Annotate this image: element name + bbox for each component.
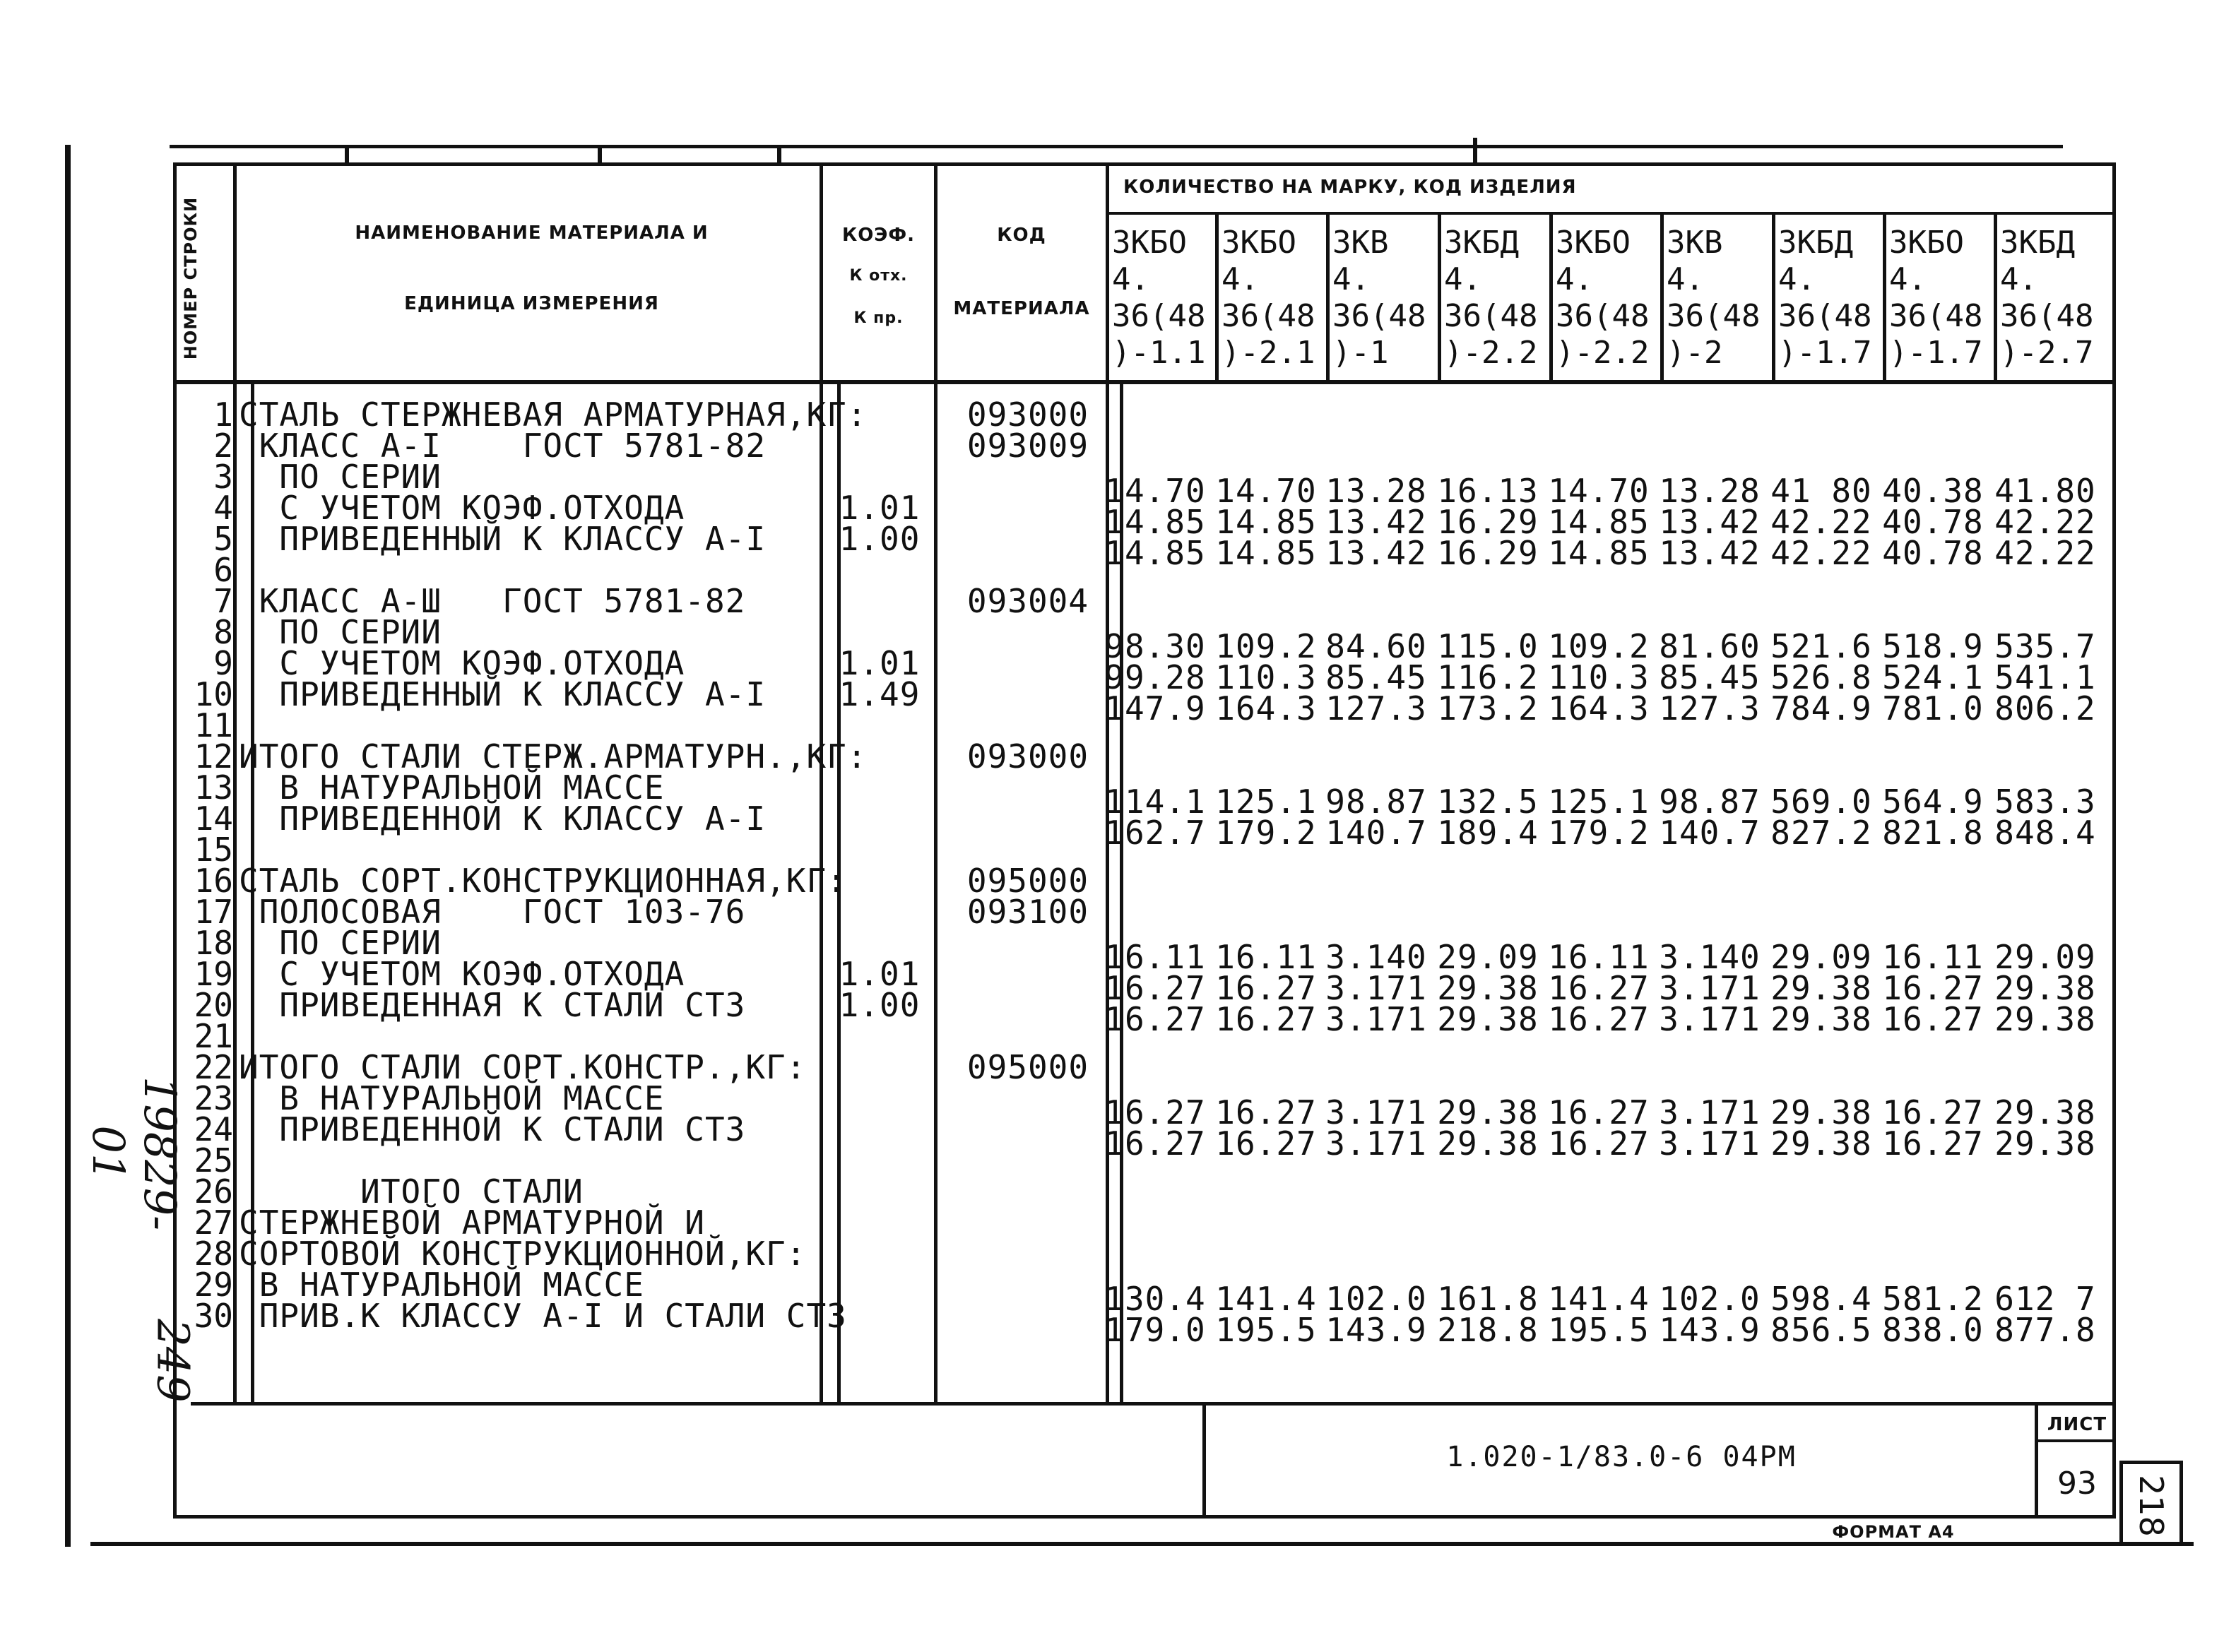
- product-col-rule: [1326, 213, 1330, 383]
- quantity-value: 29.38: [1770, 969, 1872, 1007]
- product-header-line: 36(48: [1556, 298, 1650, 334]
- material-name: СОРТОВОЙ КОНСТРУКЦИОННОЙ,КГ:: [239, 1235, 807, 1273]
- quantity-value: 14.85: [1548, 503, 1650, 541]
- product-header-line: 4.: [2000, 261, 2037, 297]
- quantity-value: 109.2: [1215, 627, 1317, 665]
- product-header-line: 3КБО: [1112, 225, 1187, 261]
- quantity-value: 41.80: [1994, 472, 2096, 510]
- quantity-value: 16.27: [1882, 1093, 1984, 1131]
- product-header-line: 4.: [1889, 261, 1927, 297]
- row-number: 11: [194, 706, 233, 744]
- quantity-value: 84.60: [1325, 627, 1427, 665]
- material-name: С УЧЕТОМ КОЭФ.ОТХОДА: [239, 955, 685, 993]
- quantity-value: 85.45: [1659, 658, 1761, 696]
- quantity-value: 827.2: [1770, 814, 1872, 852]
- quantity-value: 821.8: [1882, 814, 1984, 852]
- quantity-value: 14.85: [1104, 503, 1206, 541]
- coef-header-line2: К отх.: [849, 267, 908, 285]
- product-header-line: 3КВ: [1332, 225, 1389, 261]
- material-name: СТАЛЬ СТЕРЖНЕВАЯ АРМАТУРНАЯ,КГ:: [239, 396, 868, 434]
- quantity-value: 98.30: [1104, 627, 1206, 665]
- quantity-value: 13.28: [1659, 472, 1761, 510]
- header-rule: [173, 380, 2116, 384]
- sheet-label: ЛИСТ: [2047, 1414, 2107, 1435]
- quantity-value: 29.38: [1437, 1093, 1539, 1131]
- quantity-value: 3.171: [1659, 1124, 1761, 1163]
- material-name: В НАТУРАЛЬНОЙ МАССЕ: [239, 768, 665, 807]
- material-code: 093000: [966, 396, 1089, 434]
- quantity-value: 781.0: [1882, 689, 1984, 727]
- row-number: 26: [194, 1172, 233, 1211]
- material-code: 095000: [966, 1048, 1089, 1086]
- quantity-value: 42.22: [1994, 503, 2096, 541]
- material-name: В НАТУРАЛЬНОЙ МАССЕ: [239, 1079, 665, 1117]
- quantity-value: 16.27: [1882, 1124, 1984, 1163]
- quantity-value: 13.42: [1325, 503, 1427, 541]
- product-header-line: 4.: [1444, 261, 1481, 297]
- quantity-value: 14.85: [1548, 534, 1650, 572]
- coef-header-line1: КОЭФ.: [841, 225, 916, 246]
- quantity-value: 598.4: [1770, 1280, 1872, 1318]
- material-name: ПРИВ.К КЛАССУ А-I И СТАЛИ СТЗ: [239, 1297, 847, 1335]
- quantity-value: 110.3: [1548, 658, 1650, 696]
- quantity-value: 140.7: [1325, 814, 1427, 852]
- quantity-value: 14.70: [1215, 472, 1317, 510]
- quantity-value: 29.38: [1770, 1000, 1872, 1038]
- code-header-line1: КОД: [997, 225, 1046, 246]
- product-col-rule: [1215, 213, 1219, 383]
- row-number: 23: [194, 1079, 233, 1117]
- quantity-value: 143.9: [1659, 1311, 1761, 1349]
- quantity-value: 29.38: [1770, 1124, 1872, 1163]
- row-number: 1: [213, 396, 233, 434]
- coefficient: 1.49: [839, 675, 921, 713]
- name-header-line2: ЕДИНИЦА ИЗМЕРЕНИЯ: [404, 293, 659, 314]
- quantity-value: 13.28: [1325, 472, 1427, 510]
- quantity-value: 784.9: [1770, 689, 1872, 727]
- quantity-value: 109.2: [1548, 627, 1650, 665]
- quantity-value: 583.3: [1994, 783, 2096, 821]
- quantity-value: 125.1: [1215, 783, 1317, 821]
- quantity-value: 16.27: [1104, 1124, 1206, 1163]
- quantity-value: 848.4: [1994, 814, 2096, 852]
- quantity-value: 14.70: [1548, 472, 1650, 510]
- document-code: 1.020-1/83.0-6 04РМ: [1446, 1441, 1797, 1473]
- material-name: С УЧЕТОМ КОЭФ.ОТХОДА: [239, 489, 685, 527]
- quantity-value: 127.3: [1325, 689, 1427, 727]
- bottom-margin-line: [90, 1542, 2194, 1546]
- product-header-line: 36(48: [1332, 298, 1426, 334]
- row-number: 21: [194, 1017, 233, 1055]
- row-number: 24: [194, 1110, 233, 1148]
- quantity-value: 141.4: [1548, 1280, 1650, 1318]
- quantity-value: 16.11: [1548, 938, 1650, 976]
- product-header-line: 4.: [1112, 261, 1149, 297]
- product-col-rule: [1994, 213, 1997, 383]
- quantity-value: 29.38: [1770, 1093, 1872, 1131]
- quantity-value: 3.171: [1325, 1000, 1427, 1038]
- product-header-line: )-2.2: [1556, 335, 1650, 371]
- product-header-line: 4.: [1778, 261, 1816, 297]
- product-header-line: )-2.2: [1444, 335, 1538, 371]
- quantity-value: 85.45: [1325, 658, 1427, 696]
- product-header-line: 4.: [1332, 261, 1370, 297]
- product-col-rule: [1549, 213, 1553, 383]
- row-number: 2: [213, 427, 233, 465]
- quantity-value: 16.27: [1548, 1124, 1650, 1163]
- quantity-value: 41 80: [1770, 472, 1872, 510]
- quantity-value: 147.9: [1104, 689, 1206, 727]
- quantity-value: 195.5: [1548, 1311, 1650, 1349]
- quantity-value: 541.1: [1994, 658, 2096, 696]
- quantity-value: 16.27: [1215, 1124, 1317, 1163]
- col-rule: [820, 162, 823, 1404]
- quantity-value: 29.38: [1437, 1124, 1539, 1163]
- row-number: 20: [194, 986, 233, 1024]
- material-code: 093004: [966, 582, 1089, 620]
- quantity-value: 16.27: [1104, 969, 1206, 1007]
- quantity-value: 16.27: [1548, 1000, 1650, 1038]
- sheet-cell-rule: [2037, 1439, 2116, 1442]
- product-header-line: 3КБО: [1221, 225, 1296, 261]
- quantity-value: 173.2: [1437, 689, 1539, 727]
- product-col-rule: [1438, 213, 1441, 383]
- product-header-line: 4.: [1221, 261, 1259, 297]
- sheet-number: 93: [2057, 1466, 2097, 1502]
- material-code: 093100: [966, 893, 1089, 931]
- product-header-line: 36(48: [1667, 298, 1761, 334]
- product-header-line: 3КВ: [1667, 225, 1723, 261]
- quantity-value: 29.38: [1437, 969, 1539, 1007]
- material-name: ПРИВЕДЕННАЯ К СТАЛИ СТЗ: [239, 986, 746, 1024]
- product-header-line: 3КБД: [1444, 225, 1519, 261]
- col-rule: [233, 162, 237, 1404]
- quantity-value: 29.38: [1994, 1124, 2096, 1163]
- material-name: ПРИВЕДЕННЫЙ К КЛАССУ А-I: [239, 520, 767, 558]
- product-header-line: 36(48: [1444, 298, 1538, 334]
- quantity-value: 132.5: [1437, 783, 1539, 821]
- product-header-line: 3КБО: [1889, 225, 1964, 261]
- quantity-value: 29.38: [1994, 969, 2096, 1007]
- material-code: 095000: [966, 862, 1089, 900]
- quantity-value: 16.29: [1437, 534, 1539, 572]
- quantity-value: 164.3: [1215, 689, 1317, 727]
- material-name: ПО СЕРИИ: [239, 613, 442, 651]
- quantity-value: 29.38: [1437, 1000, 1539, 1038]
- quantity-value: 179.2: [1215, 814, 1317, 852]
- quantity-value: 16.27: [1548, 1093, 1650, 1131]
- quantity-value: 29.38: [1994, 1093, 2096, 1131]
- quantity-value: 125.1: [1548, 783, 1650, 821]
- quantity-value: 3.171: [1325, 969, 1427, 1007]
- quantity-value: 29.09: [1437, 938, 1539, 976]
- quantity-value: 3.171: [1325, 1093, 1427, 1131]
- quantity-value: 524.1: [1882, 658, 1984, 696]
- material-name: КЛАСС А-I ГОСТ 5781-82: [239, 427, 767, 465]
- quantity-value: 535.7: [1994, 627, 2096, 665]
- row-number: 6: [213, 551, 233, 589]
- quantity-value: 116.2: [1437, 658, 1539, 696]
- product-header-line: 4.: [1667, 261, 1704, 297]
- product-header-line: )-2.7: [2000, 335, 2094, 371]
- quantity-value: 29.09: [1994, 938, 2096, 976]
- product-header-line: 3КБО: [1556, 225, 1631, 261]
- row-number-header: НОМЕР СТРОКИ: [181, 196, 201, 360]
- product-header-line: 36(48: [2000, 298, 2094, 334]
- material-name: ПОЛОСОВАЯ ГОСТ 103-76: [239, 893, 746, 931]
- quantity-value: 526.8: [1770, 658, 1872, 696]
- left-margin-line: [65, 145, 71, 1547]
- row-number: 28: [194, 1235, 233, 1273]
- quantity-value: 3.140: [1659, 938, 1761, 976]
- row-number: 9: [213, 644, 233, 682]
- quantity-value: 16.11: [1882, 938, 1984, 976]
- quantity-value: 16.27: [1215, 1000, 1317, 1038]
- quantity-value: 13.42: [1325, 534, 1427, 572]
- material-name: С УЧЕТОМ КОЭФ.ОТХОДА: [239, 644, 685, 682]
- quantity-value: 29.09: [1770, 938, 1872, 976]
- quantity-value: 161.8: [1437, 1280, 1539, 1318]
- quantity-value: 16.11: [1104, 938, 1206, 976]
- row-number: 25: [194, 1141, 233, 1179]
- quantity-value: 110.3: [1215, 658, 1317, 696]
- row-number: 15: [194, 831, 233, 869]
- row-number: 7: [213, 582, 233, 620]
- product-header-line: )-2: [1667, 335, 1723, 371]
- row-number: 17: [194, 893, 233, 931]
- side-number: 218: [2132, 1475, 2170, 1537]
- quantity-value: 16.11: [1215, 938, 1317, 976]
- quantity-value: 162.7: [1104, 814, 1206, 852]
- inventory-stamp: 19829-01: [83, 1076, 186, 1231]
- quantity-value: 16.29: [1437, 503, 1539, 541]
- product-header-line: 36(48: [1221, 298, 1315, 334]
- row-number: 18: [194, 924, 233, 962]
- format-label: ФОРМАТ А4: [1832, 1522, 1955, 1542]
- quantity-value: 81.60: [1659, 627, 1761, 665]
- row-number: 13: [194, 768, 233, 807]
- product-header-line: 3КБД: [1778, 225, 1853, 261]
- quantity-value: 218.8: [1437, 1311, 1539, 1349]
- product-header-line: )-2.1: [1221, 335, 1315, 371]
- quantity-value: 115.0: [1437, 627, 1539, 665]
- quantity-value: 98.87: [1325, 783, 1427, 821]
- quantity-value: 130.4: [1104, 1280, 1206, 1318]
- product-header-line: )-1.1: [1112, 335, 1206, 371]
- quantity-value: 102.0: [1659, 1280, 1761, 1318]
- quantity-value: 42.22: [1770, 534, 1872, 572]
- material-name: ИТОГО СТАЛИ: [239, 1172, 584, 1211]
- row-number: 16: [194, 862, 233, 900]
- quantity-value: 114.1: [1104, 783, 1206, 821]
- page-stamp: 249: [147, 1319, 199, 1403]
- quantity-value: 127.3: [1659, 689, 1761, 727]
- quantity-value: 13.42: [1659, 534, 1761, 572]
- row-number: 3: [213, 458, 233, 496]
- material-name: ИТОГО СТАЛИ СТЕРЖ.АРМАТУРН.,КГ:: [239, 737, 868, 776]
- name-header-line1: НАИМЕНОВАНИЕ МАТЕРИАЛА И: [355, 222, 709, 244]
- row-number: 5: [213, 520, 233, 558]
- quantity-value: 856.5: [1770, 1311, 1872, 1349]
- row-number: 19: [194, 955, 233, 993]
- quantity-value: 42.22: [1770, 503, 1872, 541]
- material-name: ПО СЕРИИ: [239, 924, 442, 962]
- row-number: 12: [194, 737, 233, 776]
- quantity-value: 564.9: [1882, 783, 1984, 821]
- product-header-line: 3КБД: [2000, 225, 2075, 261]
- material-code: 093000: [966, 737, 1089, 776]
- quantity-value: 29.38: [1994, 1000, 2096, 1038]
- quantity-value: 143.9: [1325, 1311, 1427, 1349]
- material-name: СТАЛЬ СОРТ.КОНСТРУКЦИОННАЯ,КГ:: [239, 862, 847, 900]
- coefficient: 1.01: [839, 955, 921, 993]
- title-block-rule: [191, 1402, 2116, 1406]
- product-header-line: 36(48: [1778, 298, 1872, 334]
- col-rule: [934, 162, 937, 1404]
- product-col-rule: [1772, 213, 1775, 383]
- quantity-value: 581.2: [1882, 1280, 1984, 1318]
- quantity-value: 3.171: [1325, 1124, 1427, 1163]
- coefficient: 1.01: [839, 644, 921, 682]
- material-name: ПРИВЕДЕННОЙ К СТАЛИ СТЗ: [239, 1110, 746, 1148]
- quantity-value: 16.27: [1882, 969, 1984, 1007]
- row-number: 27: [194, 1204, 233, 1242]
- top-binding-line: [170, 145, 2063, 148]
- coefficient: 1.00: [839, 986, 921, 1024]
- product-col-rule: [1660, 213, 1664, 383]
- qty-header-rule: [1106, 212, 2116, 215]
- row-number: 29: [194, 1266, 233, 1304]
- title-block-divider: [1202, 1404, 1206, 1517]
- quantity-value: 16.27: [1215, 1093, 1317, 1131]
- quantity-value: 141.4: [1215, 1280, 1317, 1318]
- quantity-value: 42.22: [1994, 534, 2096, 572]
- quantity-value: 612 7: [1994, 1280, 2096, 1318]
- code-header-line2: МАТЕРИАЛА: [953, 298, 1090, 319]
- quantity-value: 569.0: [1770, 783, 1872, 821]
- quantity-value: 179.0: [1104, 1311, 1206, 1349]
- quantity-value: 3.140: [1325, 938, 1427, 976]
- material-name: КЛАСС А-Ш ГОСТ 5781-82: [239, 582, 746, 620]
- quantity-value: 40.78: [1882, 503, 1984, 541]
- product-header-line: 4.: [1556, 261, 1593, 297]
- qty-header: КОЛИЧЕСТВО НА МАРКУ, КОД ИЗДЕЛИЯ: [1123, 177, 1577, 198]
- product-header-line: )-1.7: [1889, 335, 1983, 371]
- quantity-value: 14.85: [1215, 534, 1317, 572]
- row-number: 4: [213, 489, 233, 527]
- product-header-line: )-1.7: [1778, 335, 1872, 371]
- quantity-value: 16.27: [1548, 969, 1650, 1007]
- quantity-value: 98.87: [1659, 783, 1761, 821]
- quantity-value: 164.3: [1548, 689, 1650, 727]
- quantity-value: 140.7: [1659, 814, 1761, 852]
- material-name: В НАТУРАЛЬНОЙ МАССЕ: [239, 1266, 644, 1304]
- product-col-rule: [1883, 213, 1886, 383]
- quantity-value: 838.0: [1882, 1311, 1984, 1349]
- material-name: ПРИВЕДЕННОЙ К КЛАССУ А-I: [239, 800, 767, 838]
- coefficient: 1.01: [839, 489, 921, 527]
- row-number: 30: [194, 1297, 233, 1335]
- quantity-value: 40.38: [1882, 472, 1984, 510]
- row-number: 10: [194, 675, 233, 713]
- quantity-value: 195.5: [1215, 1311, 1317, 1349]
- row-number: 8: [213, 613, 233, 651]
- quantity-value: 16.27: [1882, 1000, 1984, 1038]
- quantity-value: 16.27: [1104, 1000, 1206, 1038]
- quantity-value: 189.4: [1437, 814, 1539, 852]
- quantity-value: 102.0: [1325, 1280, 1427, 1318]
- material-code: 093009: [966, 427, 1089, 465]
- quantity-value: 806.2: [1994, 689, 2096, 727]
- quantity-value: 521.6: [1770, 627, 1872, 665]
- quantity-value: 40.78: [1882, 534, 1984, 572]
- product-header-line: 36(48: [1112, 298, 1206, 334]
- quantity-value: 14.85: [1215, 503, 1317, 541]
- quantity-value: 3.171: [1659, 1093, 1761, 1131]
- top-binding-tick: [1473, 138, 1477, 166]
- product-header-line: )-1: [1332, 335, 1389, 371]
- quantity-value: 877.8: [1994, 1311, 2096, 1349]
- row-number: 22: [194, 1048, 233, 1086]
- coef-header-line3: К пр.: [853, 309, 904, 327]
- quantity-value: 13.42: [1659, 503, 1761, 541]
- row-number: 14: [194, 800, 233, 838]
- quantity-value: 179.2: [1548, 814, 1650, 852]
- product-header-line: 36(48: [1889, 298, 1983, 334]
- quantity-value: 99.28: [1104, 658, 1206, 696]
- quantity-value: 14.70: [1104, 472, 1206, 510]
- material-name: СТЕРЖНЕВОЙ АРМАТУРНОЙ И: [239, 1204, 705, 1242]
- quantity-value: 14.85: [1104, 534, 1206, 572]
- material-name: ПРИВЕДЕННЫЙ К КЛАССУ А-I: [239, 675, 767, 713]
- material-name: ИТОГО СТАЛИ СОРТ.КОНСТР.,КГ:: [239, 1048, 807, 1086]
- coefficient: 1.00: [839, 520, 921, 558]
- quantity-value: 3.171: [1659, 969, 1761, 1007]
- quantity-value: 16.27: [1215, 969, 1317, 1007]
- quantity-value: 16.13: [1437, 472, 1539, 510]
- quantity-value: 518.9: [1882, 627, 1984, 665]
- quantity-value: 3.171: [1659, 1000, 1761, 1038]
- material-name: ПО СЕРИИ: [239, 458, 442, 496]
- quantity-value: 16.27: [1104, 1093, 1206, 1131]
